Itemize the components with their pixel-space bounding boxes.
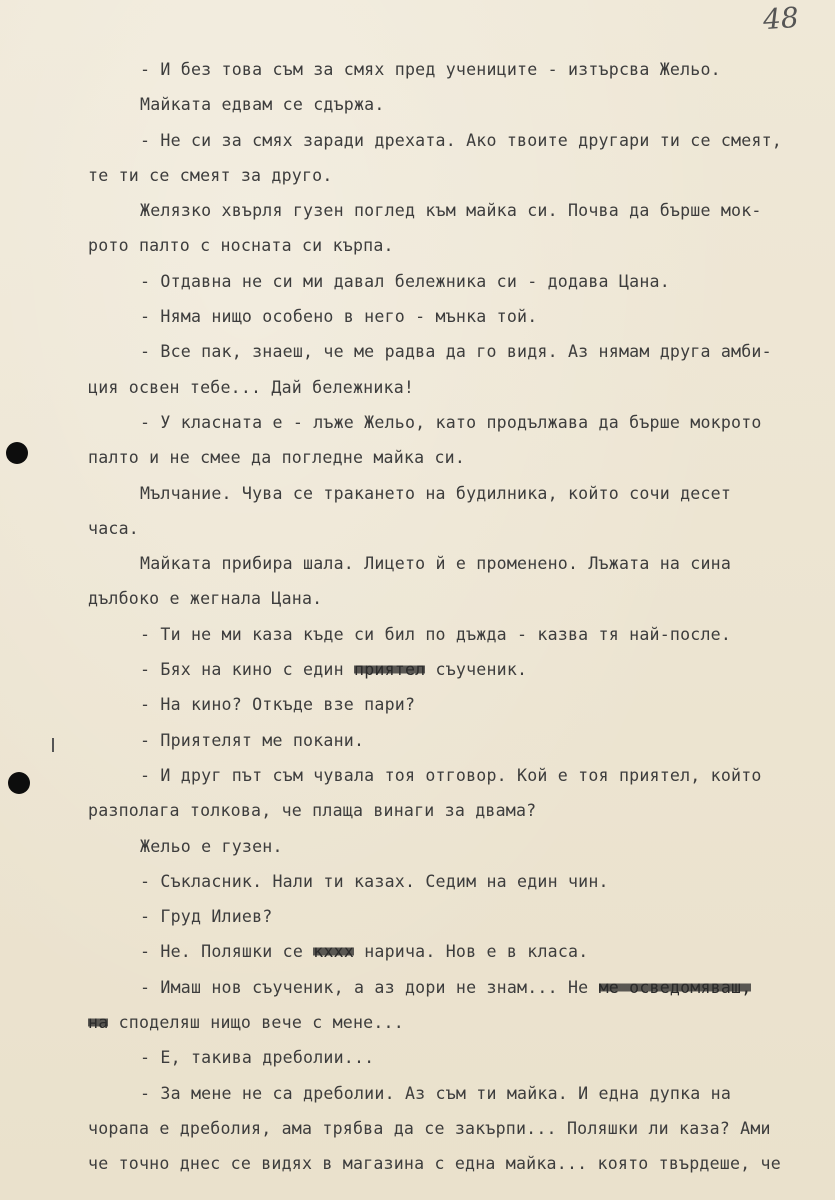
text-segment: споделяш нищо вече с мене... xyxy=(108,1013,404,1033)
text-line: - Груд Илиев? xyxy=(140,907,273,927)
text-line: разполага толкова, че плаща винаги за двама? xyxy=(88,801,537,821)
text-line: - Не си за смях заради дрехата. Ако твоите другари ти се смеят, xyxy=(140,130,782,150)
text-line: Жельо е гузен. xyxy=(140,836,283,856)
text-line: - И без това съм за смях пред учениците - изтърсва Жельо. xyxy=(140,60,721,79)
struck-out-text: на xyxy=(88,1013,109,1033)
text-line: рото палто с носната си кърпа. xyxy=(88,236,394,256)
text-line xyxy=(88,1005,823,1040)
text-line: - Ти не ми каза къде си бил по дъжда - казва тя най-после. xyxy=(140,624,732,644)
text-line: - Все пак, знаеш, че ме радва да го видя. Аз нямам друга амби- xyxy=(140,342,772,362)
text-line: палто и не смее да погледне майка си. xyxy=(88,448,466,468)
text-segment: - Не. Поляшки се xyxy=(140,942,314,962)
text-line: те ти се смеят за друго. xyxy=(88,165,333,185)
text-segment: - Бях на кино с един xyxy=(140,660,354,680)
text-line: часа. xyxy=(88,518,139,538)
text-segment: - Имаш нов съученик, а аз дори не знам... Не xyxy=(140,977,599,997)
text-line: Майката едвам се сдържа. xyxy=(140,95,385,115)
text-line xyxy=(88,652,823,687)
text-line: дълбоко е жегнала Цана. xyxy=(88,589,323,609)
text-line: чорапа е дреболия, ама трябва да се закърпи... Поляшки ли каза? Ами xyxy=(88,1118,771,1138)
text-line: - У класната е - лъже Жельо, като продължава да бърше мокрото xyxy=(140,412,762,432)
text-line: Желязко хвърля гузен поглед към майка си. Почва да бърше мок- xyxy=(140,201,762,221)
text-line xyxy=(88,934,823,969)
page-number: 48 xyxy=(762,0,801,37)
text-line: - На кино? Откъде взе пари? xyxy=(140,695,416,715)
punch-hole xyxy=(6,442,28,464)
struck-out-text: приятел xyxy=(354,660,426,680)
text-line: ция освен тебе... Дай бележника! xyxy=(88,377,415,397)
struck-out-text: кххх xyxy=(313,942,355,962)
text-line: - Отдавна не си ми давал бележника си - додава Цана. xyxy=(140,271,670,291)
text-line: - Съкласник. Нали ти казах. Седим на един чин. xyxy=(140,871,609,891)
text-line: Мълчание. Чува се тракането на будилника, който сочи десет xyxy=(140,483,732,503)
text-line: че точно днес се видях в магазина с една майка... която твърдеше, че xyxy=(88,1154,781,1174)
text-segment: съученик. xyxy=(425,660,528,680)
body-text xyxy=(88,52,823,1182)
text-line xyxy=(88,970,823,1005)
text-line: - И друг път съм чувала тоя отговор. Кой е тоя приятел, който xyxy=(140,765,762,785)
text-line: - За мене не са дреболии. Аз съм ти майка. И една дупка на xyxy=(140,1083,732,1103)
text-line: - Приятелят ме покани. xyxy=(140,730,365,750)
text-line: - Е, такива дреболии... xyxy=(140,1048,375,1068)
struck-out-text: ме осведомяваш, xyxy=(598,977,752,997)
text-line: Майката прибира шала. Лицето й е променено. Лъжата на сина xyxy=(140,554,732,574)
margin-mark xyxy=(52,738,54,752)
punch-hole xyxy=(8,772,30,794)
text-segment: нарича. Нов е в класа. xyxy=(354,942,589,962)
text-line: - Няма нищо особено в него - мънка той. xyxy=(140,307,538,327)
